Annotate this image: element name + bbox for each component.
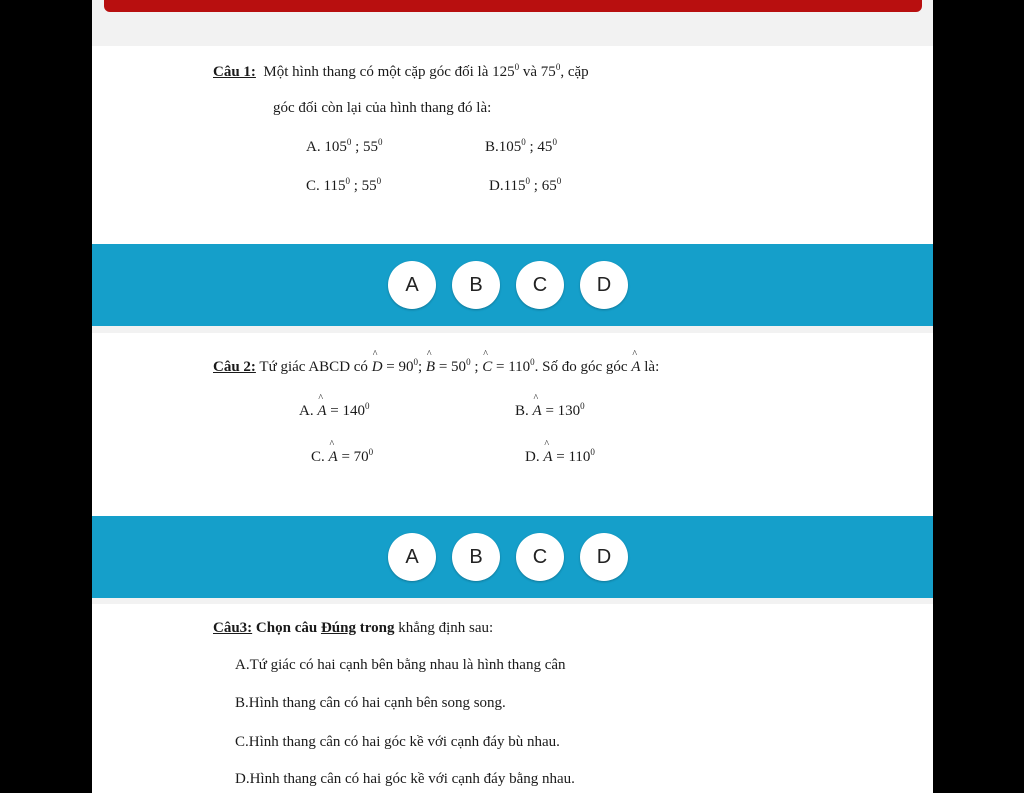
q1-label: Câu 1: xyxy=(213,64,256,80)
q1-option-b-val2: ; 45 xyxy=(525,139,553,155)
question-1-card xyxy=(92,46,933,244)
degree-sign: 0 xyxy=(413,357,418,367)
answer-a-button[interactable]: A xyxy=(388,533,436,581)
q1-option-d-val1: D.115 xyxy=(489,178,526,194)
answer-buttons-2 xyxy=(388,533,628,581)
q3-option-d: D.Hình thang cân có hai góc kề với cạnh đáy bằng nhau. xyxy=(235,771,575,787)
q2-line-1 xyxy=(213,357,659,376)
angle-a: ^ A xyxy=(329,449,338,466)
answer-b-button[interactable]: B xyxy=(452,533,500,581)
angle-d: ^ D xyxy=(372,359,383,376)
q3-emphasis: Đúng xyxy=(320,620,356,636)
q3-option-b: B.Hình thang cân có hai cạnh bên song song. xyxy=(235,695,506,711)
q2-text: ; xyxy=(470,359,483,375)
q2-text: = 110 xyxy=(492,359,531,375)
question-2-card xyxy=(92,333,933,516)
q2-option-a xyxy=(299,401,369,420)
q3-text: khẳng định sau: xyxy=(394,620,494,636)
q1-option-a-val1: A. 105 xyxy=(306,139,347,155)
degree-sign: 0 xyxy=(552,137,557,147)
q3-line-1 xyxy=(213,620,493,637)
q1-option-b xyxy=(485,137,557,156)
q2-text: . Số đo góc góc xyxy=(534,359,632,375)
question-3-card xyxy=(92,604,933,793)
angle-a: ^ A xyxy=(631,359,640,376)
angle-a: ^ A xyxy=(317,403,326,420)
degree-sign: 0 xyxy=(555,62,561,72)
q1-line-2: góc đối còn lại của hình thang đó là: xyxy=(273,100,492,116)
answer-d-button[interactable]: D xyxy=(580,261,628,309)
q3-text: trong xyxy=(355,620,395,636)
q2-text: = 90 xyxy=(382,359,414,375)
q3-label: Câu3: xyxy=(213,620,253,636)
degree-sign: 0 xyxy=(590,447,595,457)
degree-sign: 0 xyxy=(466,357,471,367)
q2-option-d-value: = 110 xyxy=(552,449,591,465)
degree-sign: 0 xyxy=(378,137,383,147)
answer-buttons-1 xyxy=(388,261,628,309)
q2-option-c-value: = 70 xyxy=(337,449,369,465)
q2-option-b xyxy=(515,401,585,420)
degree-sign: 0 xyxy=(521,137,526,147)
degree-sign: 0 xyxy=(530,357,535,367)
answer-c-button[interactable]: C xyxy=(516,261,564,309)
q2-text: Tứ giác ABCD có xyxy=(255,359,372,375)
q1-text-b: và 75 xyxy=(519,64,556,80)
angle-c: ^ C xyxy=(482,359,492,376)
q2-option-c xyxy=(311,447,373,466)
angle-a: ^ A xyxy=(543,449,552,466)
q1-option-c-val2: ; 55 xyxy=(349,178,377,194)
q1-option-d xyxy=(489,176,561,195)
q1-option-a xyxy=(306,137,383,156)
q2-option-b-prefix: B. xyxy=(515,403,533,419)
degree-sign: 0 xyxy=(345,176,350,186)
degree-sign: 0 xyxy=(514,62,520,72)
q1-option-c-val1: C. 115 xyxy=(306,178,346,194)
q3-option-c: C.Hình thang cân có hai góc kề với cạnh đáy bù nhau. xyxy=(235,734,560,750)
question-page xyxy=(92,0,933,793)
degree-sign: 0 xyxy=(556,176,562,186)
q2-text: là: xyxy=(640,359,660,375)
angle-a: ^ A xyxy=(533,403,542,420)
degree-sign: 0 xyxy=(580,401,585,411)
answer-c-button[interactable]: C xyxy=(516,533,564,581)
q3-text: Chọn câu xyxy=(252,620,321,636)
degree-sign: 0 xyxy=(368,447,374,457)
answer-a-button[interactable]: A xyxy=(388,261,436,309)
q2-text: ; xyxy=(418,359,426,375)
q1-line-1 xyxy=(213,62,589,81)
angle-b: ^ B xyxy=(426,359,435,376)
q1-text-a: Một hình thang có một cặp góc đối là 125 xyxy=(263,64,515,80)
q2-option-b-value: = 130 xyxy=(541,403,581,419)
q2-option-a-value: = 140 xyxy=(326,403,365,419)
q2-option-d xyxy=(525,447,595,466)
q2-option-a-prefix: A. xyxy=(299,403,318,419)
top-red-bar xyxy=(104,0,922,12)
degree-sign: 0 xyxy=(346,137,352,147)
q2-option-d-prefix: D. xyxy=(525,449,544,465)
q2-option-c-prefix: C. xyxy=(311,449,329,465)
q3-option-a: A.Tứ giác có hai cạnh bên bằng nhau là hình thang cân xyxy=(235,657,566,673)
answer-d-button[interactable]: D xyxy=(580,533,628,581)
q1-option-d-val2: ; 65 xyxy=(530,178,557,194)
degree-sign: 0 xyxy=(376,176,382,186)
q1-text-c: , cặp xyxy=(560,64,589,80)
degree-sign: 0 xyxy=(525,176,531,186)
answer-b-button[interactable]: B xyxy=(452,261,500,309)
q1-option-a-val2: ; 55 xyxy=(351,139,379,155)
degree-sign: 0 xyxy=(364,401,370,411)
q2-label: Câu 2: xyxy=(213,359,256,375)
answer-band-1 xyxy=(92,244,933,326)
q2-text: = 50 xyxy=(435,359,467,375)
q1-option-c xyxy=(306,176,381,195)
answer-band-2 xyxy=(92,516,933,598)
q1-option-b-val1: B.105 xyxy=(485,139,522,155)
